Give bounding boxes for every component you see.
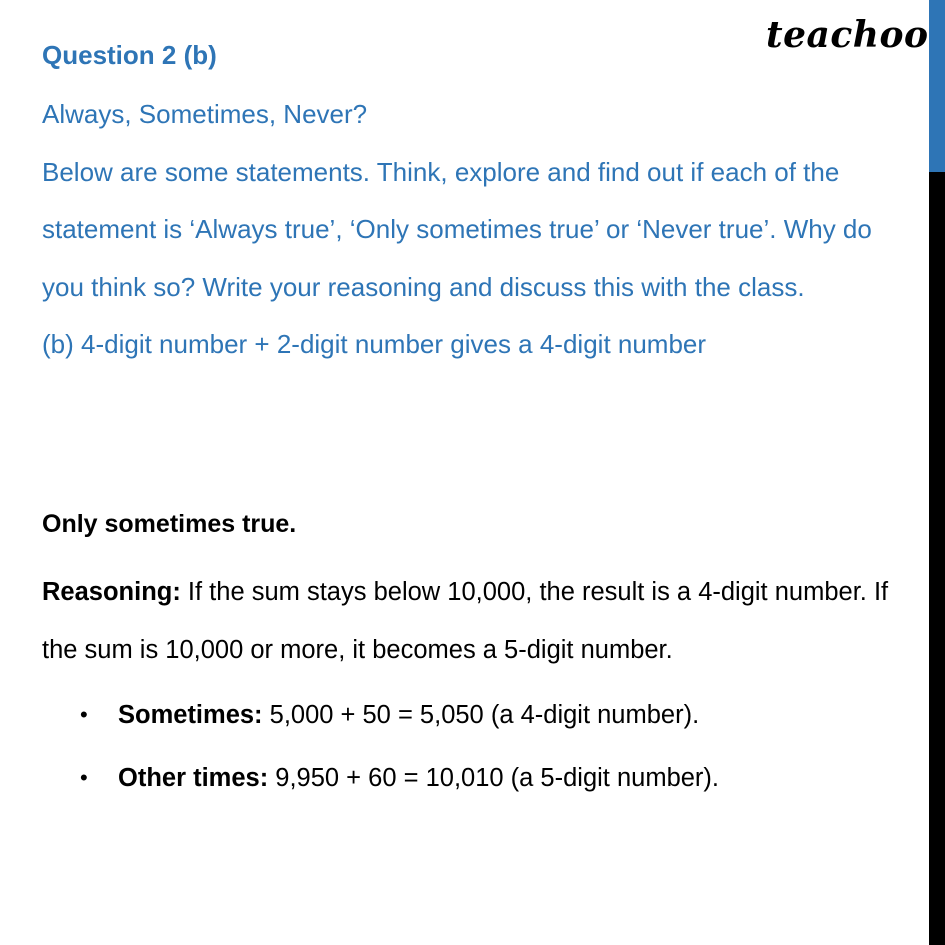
bullet-icon: • [80,765,88,790]
example-list [80,686,900,812]
reasoning-paragraph [42,563,917,679]
question-title: Question 2 (b) [42,40,217,70]
side-bar-accent [929,0,945,172]
question-instructions: Below are some statements. Think, explore and find out if each of the statement is ‘Always true’, ‘Only sometimes true’ or ‘Never true’. Why do you think so? Write your reasoning and discuss this with the class. [42,156,872,302]
bullet-text: 5,000 + 50 = 5,050 (a 4-digit number). [262,701,700,729]
teachoo-logo: teachoo [766,14,929,56]
bullet-label: Other times: [118,764,269,792]
question-subtitle: Always, Sometimes, Never? [42,99,368,129]
bullet-icon: • [80,702,88,727]
question-body [42,86,902,374]
bullet-label: Sometimes: [118,701,263,729]
bullet-text: 9,950 + 60 = 10,010 (a 5-digit number). [268,764,719,792]
question-statement: (b) 4-digit number + 2-digit number gives a 4-digit number [42,329,707,359]
answer-verdict: Only sometimes true. [42,510,297,538]
reasoning-label: Reasoning: [42,578,181,606]
list-item [80,686,900,749]
list-item [80,749,900,812]
reasoning-text: If the sum stays below 10,000, the result is a 4-digit number. If the sum is 10,000 or more, it becomes a 5-digit number. [42,578,889,664]
